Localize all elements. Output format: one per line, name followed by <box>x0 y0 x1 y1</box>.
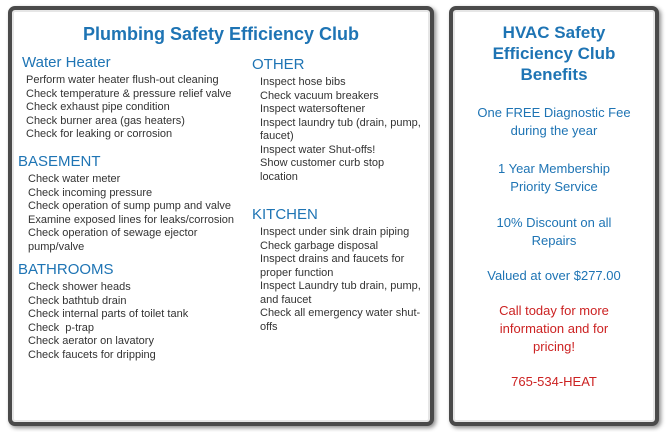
benefit-discount: 10% Discount on all Repairs <box>496 215 612 248</box>
list-item: Check aerator on lavatory <box>28 335 154 347</box>
list-item: Check burner area (gas heaters) <box>26 114 185 127</box>
list-item: Inspect water Shut-offs! <box>260 143 376 156</box>
basement-heading: BASEMENT <box>18 153 101 170</box>
list-item: Check vacuum breakers <box>260 89 379 102</box>
plumbing-club-card <box>8 6 434 426</box>
list-item: Examine exposed lines for leaks/corrosion <box>28 213 235 226</box>
list-item: Show customer curb stop location <box>260 157 385 183</box>
phone-number: 765-534-HEAT <box>511 374 597 389</box>
list-item: Check shower heads <box>28 281 131 293</box>
list-item: Inspect under sink drain piping <box>260 226 410 238</box>
list-item: Check p-trap <box>28 321 95 334</box>
benefit-priority-service: 1 Year Membership Priority Service <box>497 161 610 194</box>
bathrooms-heading: BATHROOMS <box>18 261 114 278</box>
list-item: Check exhaust pipe condition <box>26 101 170 113</box>
kitchen-heading: KITCHEN <box>252 206 318 223</box>
list-item: Check temperature & pressure relief valve <box>26 87 232 100</box>
list-item: Inspect Laundry tub drain, pump, and faucet <box>260 280 421 306</box>
other-section <box>252 56 422 184</box>
list-item: Check all emergency water shut-offs <box>260 307 421 333</box>
benefit-value: Valued at over $277.00 <box>487 268 621 283</box>
hvac-club-card <box>449 6 659 426</box>
bathrooms-section <box>18 261 248 362</box>
list-item: Check faucets for dripping <box>28 348 156 361</box>
list-item: Check internal parts of toilet tank <box>28 308 189 320</box>
list-item: Check garbage disposal <box>260 239 379 252</box>
hvac-club-title: HVAC Safety Efficiency Club Benefits <box>492 23 616 84</box>
list-item: Check water meter <box>28 173 121 185</box>
list-item: Check incoming pressure <box>28 186 153 199</box>
list-item: Inspect laundry tub (drain, pump, faucet) <box>260 116 421 142</box>
list-item: Inspect drains and faucets for proper function <box>260 253 405 279</box>
list-item: Check operation of sewage ejector pump/valve <box>28 227 198 253</box>
list-item: Inspect hose bibs <box>260 76 346 88</box>
call-to-action: Call today for more information and for pricing! <box>499 303 609 354</box>
basement-section <box>18 153 248 254</box>
water-heater-section <box>22 54 252 142</box>
water-heater-heading: Water Heater <box>22 54 111 71</box>
list-item: Inspect watersoftener <box>260 103 366 115</box>
benefit-free-diagnostic: One FREE Diagnostic Fee during the year <box>477 105 631 138</box>
list-item: Check bathtub drain <box>28 294 127 307</box>
plumbing-club-title: Plumbing Safety Efficiency Club <box>82 24 360 44</box>
list-item: Check operation of sump pump and valve <box>28 200 232 212</box>
kitchen-section <box>252 206 422 334</box>
list-item: Perform water heater flush-out cleaning <box>26 74 219 86</box>
list-item: Check for leaking or corrosion <box>26 128 173 140</box>
other-heading: OTHER <box>252 56 305 73</box>
